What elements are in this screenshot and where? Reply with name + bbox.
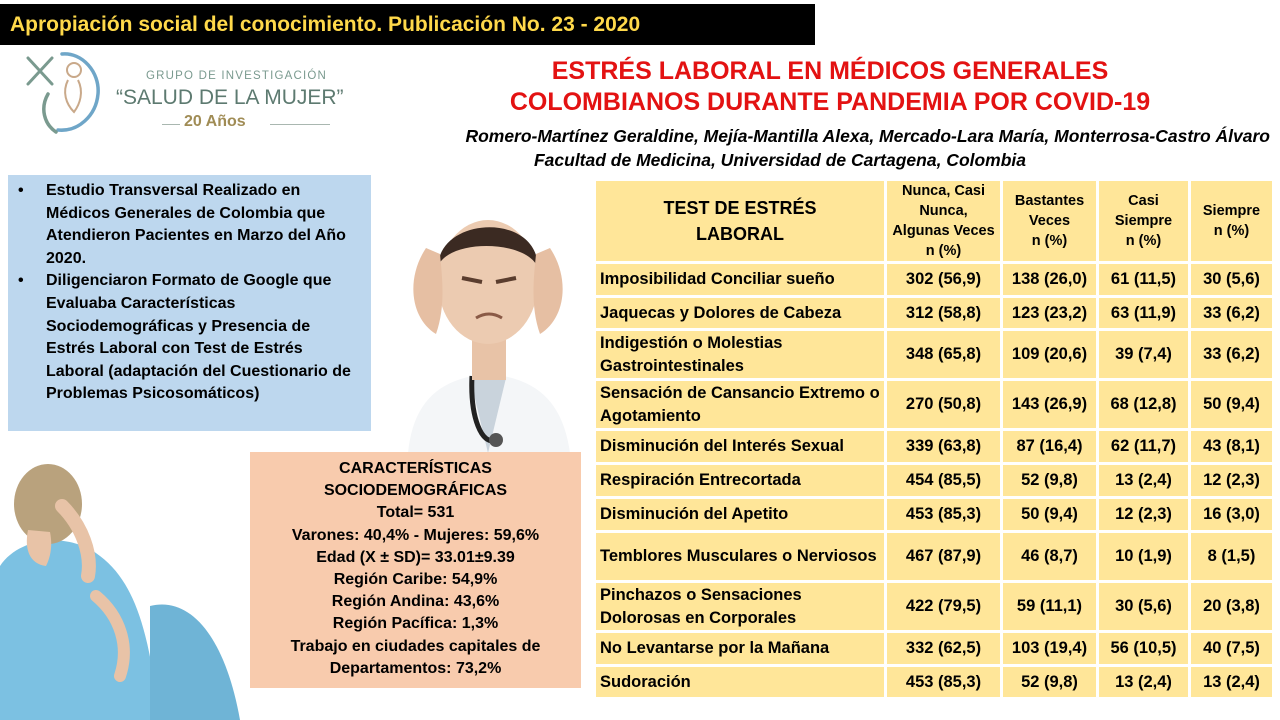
logo-line-1: GRUPO DE INVESTIGACIÓN: [146, 70, 328, 82]
affiliation: Facultad de Medicina, Universidad de Cartagena, Colombia: [533, 150, 1027, 170]
table-title-line-2: LABORAL: [696, 224, 784, 244]
cell-value: 30 (5,6): [1098, 582, 1190, 632]
header-text: Nunca, Casi: [902, 183, 985, 199]
publication-banner: [0, 4, 815, 45]
cell-value: 12 (2,3): [1098, 498, 1190, 532]
table-row: [595, 464, 1274, 498]
column-header-nunca: [886, 180, 1002, 263]
header-text: Casi: [1128, 193, 1159, 209]
header-text: Algunas Veces: [892, 223, 995, 239]
logo-line-3: 20 Años: [184, 113, 246, 130]
summary-bullet: [18, 270, 363, 406]
row-label: Disminución del Apetito: [595, 498, 886, 532]
socio-line: Región Caribe: 54,9%: [333, 571, 498, 589]
stressed-doctor-image: [378, 178, 598, 453]
table-row: [595, 430, 1274, 464]
cell-value: 50 (9,4): [1002, 498, 1098, 532]
cell-value: 33 (6,2): [1190, 297, 1274, 330]
cell-value: 453 (85,3): [886, 498, 1002, 532]
stressed-nurse-image: [0, 446, 250, 720]
socio-line: Varones: 40,4% - Mujeres: 59,6%: [291, 526, 540, 544]
cell-value: 61 (11,5): [1098, 263, 1190, 297]
socio-line: Edad (X ± SD)= 33.01±9.39: [316, 548, 515, 566]
row-label: Indigestión o Molestias Gastrointestinales: [595, 330, 886, 380]
header-text: n (%): [925, 243, 962, 259]
header-text: Bastantes: [1014, 193, 1085, 209]
cell-value: 8 (1,5): [1190, 532, 1274, 582]
table-row: [595, 666, 1274, 699]
row-label: Temblores Musculares o Nerviosos: [595, 532, 886, 582]
row-label: Jaquecas y Dolores de Cabeza: [595, 297, 886, 330]
cell-value: 13 (2,4): [1098, 666, 1190, 699]
study-summary-box: [8, 175, 371, 431]
socio-heading-2: SOCIODEMOGRÁFICAS: [323, 482, 508, 500]
socio-line: Región Andina: 43,6%: [331, 593, 500, 611]
cell-value: 20 (3,8): [1190, 582, 1274, 632]
socio-line: Total= 531: [376, 504, 455, 522]
logo-emblem-icon: [22, 50, 114, 138]
table-row: [595, 263, 1274, 297]
row-label: Disminución del Interés Sexual: [595, 430, 886, 464]
logo-divider-left: [162, 124, 180, 125]
title-line-1: ESTRÉS LABORAL EN MÉDICOS GENERALES: [551, 57, 1109, 85]
cell-value: 10 (1,9): [1098, 532, 1190, 582]
row-label: Sensación de Cansancio Extremo o Agotamiento: [595, 380, 886, 430]
cell-value: 52 (9,8): [1002, 666, 1098, 699]
cell-value: 59 (11,1): [1002, 582, 1098, 632]
cell-value: 312 (58,8): [886, 297, 1002, 330]
cell-value: 103 (19,4): [1002, 632, 1098, 666]
cell-value: 63 (11,9): [1098, 297, 1190, 330]
summary-bullet-text: Estudio Transversal Realizado en Médicos Generales de Colombia que Atendieron Pacientes en Marzo del Año 2020.: [46, 182, 346, 267]
cell-value: 50 (9,4): [1190, 380, 1274, 430]
table-title-line-1: TEST DE ESTRÉS: [663, 198, 817, 218]
cell-value: 12 (2,3): [1190, 464, 1274, 498]
cell-value: 302 (56,9): [886, 263, 1002, 297]
title-line-2: COLOMBIANOS DURANTE PANDEMIA POR COVID-19: [509, 88, 1151, 116]
poster-title: [400, 56, 1260, 118]
cell-value: 39 (7,4): [1098, 330, 1190, 380]
cell-value: 68 (12,8): [1098, 380, 1190, 430]
cell-value: 467 (87,9): [886, 532, 1002, 582]
header-text: n (%): [1213, 223, 1250, 239]
cell-value: 52 (9,8): [1002, 464, 1098, 498]
row-label: Sudoración: [595, 666, 886, 699]
table-row: [595, 632, 1274, 666]
cell-value: 46 (8,7): [1002, 532, 1098, 582]
logo-line-2: “SALUD DE LA MUJER”: [116, 86, 344, 109]
table-row: [595, 297, 1274, 330]
socio-line: Departamentos: 73,2%: [329, 659, 502, 677]
summary-bullet-text: Diligenciaron Formato de Google que Evaluaba Características Sociodemográficas y Presencia de Estrés Laboral con Test de Estrés Laboral (adaptación del Cuestionario de Problemas Psicosomáticos): [46, 272, 351, 403]
row-label: Respiración Entrecortada: [595, 464, 886, 498]
header-text: n (%): [1125, 233, 1162, 249]
stress-test-table: [593, 178, 1275, 700]
table-row: [595, 380, 1274, 430]
bullet-icon: •: [18, 272, 24, 290]
cell-value: 109 (20,6): [1002, 330, 1098, 380]
bullet-icon: •: [18, 182, 24, 199]
socio-line: Trabajo en ciudades capitales de: [290, 637, 541, 655]
cell-value: 13 (2,4): [1190, 666, 1274, 699]
cell-value: 56 (10,5): [1098, 632, 1190, 666]
cell-value: 332 (62,5): [886, 632, 1002, 666]
header-text: Siempre: [1114, 213, 1173, 229]
column-header-bastantes: [1002, 180, 1098, 263]
socio-line: Región Pacífica: 1,3%: [332, 615, 499, 633]
row-label: Pinchazos o Sensaciones Dolorosas en Corporales: [595, 582, 886, 632]
cell-value: 40 (7,5): [1190, 632, 1274, 666]
cell-value: 348 (65,8): [886, 330, 1002, 380]
cell-value: 33 (6,2): [1190, 330, 1274, 380]
banner-text: Apropiación social del conocimiento. Publicación No. 23 - 2020: [10, 13, 641, 36]
cell-value: 138 (26,0): [1002, 263, 1098, 297]
header-text: n (%): [1031, 233, 1068, 249]
row-label: No Levantarse por la Mañana: [595, 632, 886, 666]
cell-value: 422 (79,5): [886, 582, 1002, 632]
cell-value: 16 (3,0): [1190, 498, 1274, 532]
cell-value: 43 (8,1): [1190, 430, 1274, 464]
table-row: [595, 330, 1274, 380]
cell-value: 30 (5,6): [1190, 263, 1274, 297]
table-row: [595, 582, 1274, 632]
cell-value: 62 (11,7): [1098, 430, 1190, 464]
cell-value: 453 (85,3): [886, 666, 1002, 699]
table-row: [595, 498, 1274, 532]
cell-value: 454 (85,5): [886, 464, 1002, 498]
authors: Romero-Martínez Geraldine, Mejía-Mantilla Alexa, Mercado-Lara María, Monterrosa-Castro Álvaro: [465, 126, 1270, 146]
header-text: Siempre: [1202, 203, 1261, 219]
cell-value: 270 (50,8): [886, 380, 1002, 430]
socio-heading-1: CARACTERÍSTICAS: [339, 460, 492, 477]
summary-bullet: [18, 180, 363, 270]
table-row: [595, 532, 1274, 582]
sociodemographic-box: [250, 452, 581, 688]
column-header-casi-siempre: [1098, 180, 1190, 263]
cell-value: 143 (26,9): [1002, 380, 1098, 430]
row-label: Imposibilidad Conciliar sueño: [595, 263, 886, 297]
cell-value: 339 (63,8): [886, 430, 1002, 464]
table-title-header: [595, 180, 886, 263]
header-text: Nunca,: [919, 203, 968, 219]
cell-value: 13 (2,4): [1098, 464, 1190, 498]
cell-value: 123 (23,2): [1002, 297, 1098, 330]
cell-value: 87 (16,4): [1002, 430, 1098, 464]
header-text: Veces: [1028, 213, 1071, 229]
table-header-row: [595, 180, 1274, 263]
column-header-siempre: [1190, 180, 1274, 263]
